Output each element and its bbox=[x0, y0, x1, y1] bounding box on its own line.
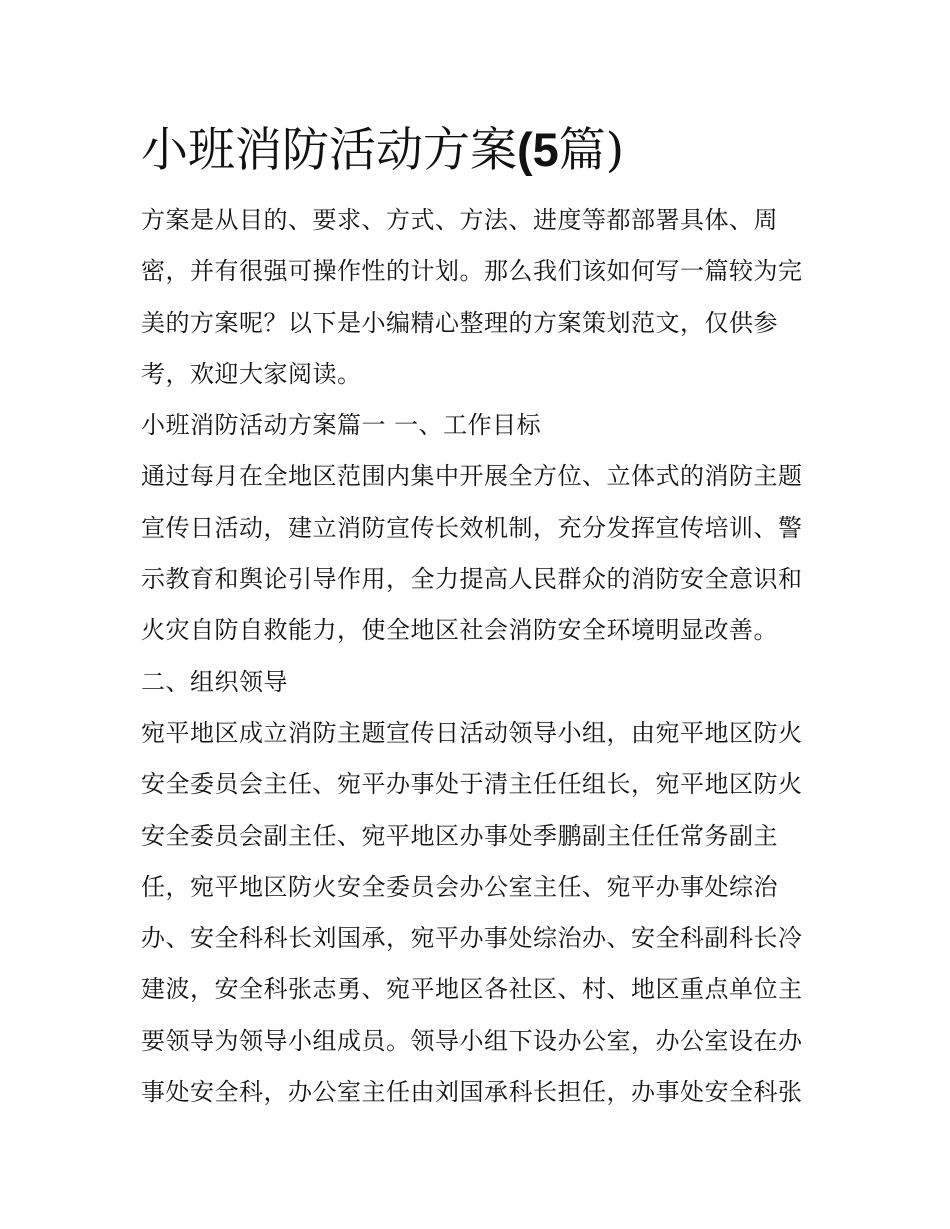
text-line: 密，并有很强可操作性的计划。那么我们该如何写一篇较为完 bbox=[141, 257, 803, 286]
text-line: 安全委员会主任、宛平办事处于清主任任组长，宛平地区防火 bbox=[141, 770, 803, 799]
text-line: 要领导为领导小组成员。领导小组下设办公室，办公室设在办 bbox=[141, 1026, 803, 1055]
title-suffix: 篇) bbox=[558, 123, 625, 178]
section-heading: 二、组织领导 bbox=[141, 667, 288, 696]
title-text: 小班消防活动方案 bbox=[141, 123, 517, 178]
text-line: 办、安全科科长刘国承，宛平办事处综治办、安全科副科长冷 bbox=[141, 924, 803, 953]
text-line: 事处安全科，办公室主任由刘国承科长担任，办事处安全科张 bbox=[141, 1078, 803, 1107]
text-line: 宣传日活动，建立消防宣传长效机制，充分发挥宣传培训、警 bbox=[141, 513, 803, 542]
text-line: 宛平地区成立消防主题宣传日活动领导小组，由宛平地区防火 bbox=[141, 718, 803, 747]
text-line: 美的方案呢？以下是小编精心整理的方案策划范文，仅供参 bbox=[141, 308, 778, 337]
text-line: 考，欢迎大家阅读。 bbox=[141, 359, 362, 388]
text-line: 安全委员会副主任、宛平地区办事处季鹏副主任任常务副主 bbox=[141, 821, 778, 850]
text-line: 通过每月在全地区范围内集中开展全方位、立体式的消防主题 bbox=[141, 462, 803, 491]
text-line: 示教育和舆论引导作用，全力提高人民群众的消防安全意识和 bbox=[141, 565, 803, 594]
section-heading: 小班消防活动方案篇一 一、工作目标 bbox=[141, 411, 542, 440]
text-line: 火灾自防自救能力，使全地区社会消防安全环境明显改善。 bbox=[141, 616, 778, 645]
title-count: (5 bbox=[517, 123, 559, 176]
document-body bbox=[141, 118, 813, 1118]
text-line: 建波，安全科张志勇、宛平地区各社区、村、地区重点单位主 bbox=[141, 975, 803, 1004]
text-line: 方案是从目的、要求、方式、方法、进度等都部署具体、周 bbox=[141, 206, 778, 234]
document-title bbox=[141, 118, 813, 183]
text-line: 任，宛平地区防火安全委员会办公室主任、宛平办事处综治 bbox=[141, 872, 778, 901]
